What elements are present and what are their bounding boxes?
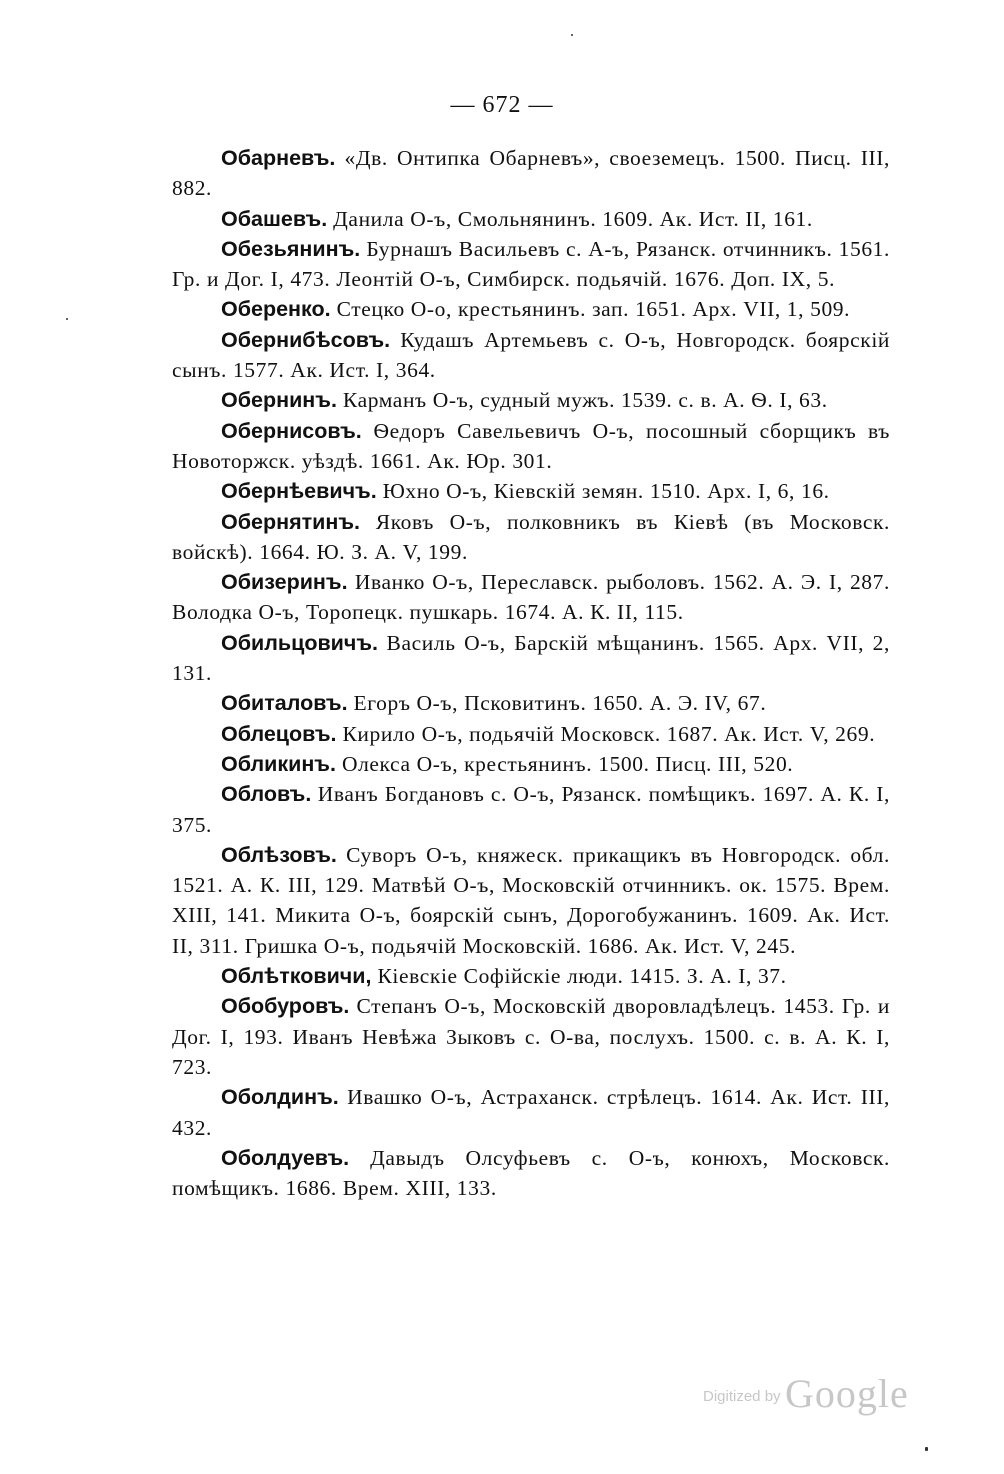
entry-surname: Обликинъ. — [221, 751, 336, 776]
entry-surname: Обизеринъ. — [221, 570, 348, 595]
entry-surname: Обернибѣсовъ. — [221, 327, 391, 352]
dictionary-entry — [172, 507, 890, 568]
entry-text: Карманъ О-ъ, судный мужъ. 1539. с. в. А. Ѳ. I, 63. — [342, 388, 828, 413]
entry-text: Ивашко О-ъ, Астраханск. стрѣлецъ. 1614. Ак. Ист. III, 432. — [172, 1085, 890, 1140]
entry-text: Давыдъ Олсуфьевъ с. О-ъ, конюхъ, Московск. помѣщикъ. 1686. Врем. XIII, 133. — [172, 1145, 890, 1201]
dictionary-entry — [172, 628, 890, 689]
entry-surname: Оберенко. — [221, 297, 331, 322]
dictionary-entry — [172, 385, 890, 415]
entry-text: Кирило О-ъ, подьячій Московск. 1687. Ак. Ист. V, 269. — [342, 721, 876, 746]
dictionary-entry — [172, 294, 890, 324]
entry-surname: Обашевъ. — [221, 206, 328, 231]
entry-surname: Обернинъ. — [221, 388, 337, 413]
entry-surname: Обернѣевичъ. — [221, 479, 377, 504]
entry-surname: Облѣтковичи, — [221, 964, 372, 989]
entry-surname: Оболдуевъ. — [221, 1145, 350, 1170]
dictionary-entry — [172, 416, 890, 477]
watermark-prefix: Digitized by — [703, 1388, 781, 1405]
dictionary-entry — [172, 991, 890, 1082]
entry-text: Стецко О-о, крестьянинъ. зап. 1651. Арх. VII, 1, 509. — [336, 297, 851, 322]
entry-text: Ѳедоръ Савельевичъ О-ъ, посошный сборщикъ въ Новоторжск. уѣздѣ. 1661. Ак. Юр. 301. — [172, 418, 890, 473]
dictionary-entry — [172, 204, 890, 234]
entry-text: Кудашъ Артемьевъ с. О-ъ, Новгородск. боярскій сынъ. 1577. Ак. Ист. I, 364. — [172, 327, 890, 383]
entry-text: Суворъ О-ъ, княжеск. прикащикъ въ Новгородск. обл. 1521. А. К. III, 129. Матвѣй О-ъ, Московскій отчинникъ. ок. 1575. Врем. XIII, 141. Микита О-ъ, боярскій сынъ, Дорогобужанинъ. 1609. Ак. Ист. II, 311. Гришка О-ъ, подьячій Московскій. 1686. Ак. Ист. V, 245. — [172, 842, 890, 958]
entry-surname: Обловъ. — [221, 782, 312, 807]
entry-text: Егоръ О-ъ, Псковитинъ. 1650. А. Э. IV, 67. — [353, 691, 767, 716]
entry-text: Василь О-ъ, Барскій мѣщанинъ. 1565. Арх. VII, 2, 131. — [172, 630, 890, 686]
stray-mark — [66, 318, 68, 320]
entry-text: «Дв. Онтипка Обарневъ», своеземецъ. 1500. Писц. III, 882. — [172, 146, 890, 201]
entry-text: Иванко О-ъ, Переславск. рыболовъ. 1562. А. Э. I, 287. Володка О-ъ, Торопецк. пушкарь. 1674. А. К. II, 115. — [172, 570, 890, 625]
page-number: — 672 — — [450, 92, 554, 118]
dictionary-entry — [172, 779, 890, 840]
dictionary-entry — [172, 688, 890, 718]
dictionary-entry — [172, 234, 890, 295]
entry-text: Кіевскіе Софійскіе люди. 1415. З. А. I, 37. — [377, 964, 787, 989]
dictionary-entry — [172, 1082, 890, 1143]
entry-surname: Обиталовъ. — [221, 691, 348, 716]
google-logo: Google — [785, 1371, 909, 1416]
dictionary-entries — [172, 143, 890, 1203]
entry-surname: Обильцовичъ. — [221, 630, 379, 655]
entry-text: Степанъ О-ъ, Московскій дворовладѣлецъ. 1453. Гр. и Дог. I, 193. Иванъ Невѣжа Зыковъ с. О-ва, послухъ. 1500. с. в. А. К. I, 723. — [172, 994, 890, 1079]
stray-mark — [925, 1447, 928, 1451]
dictionary-entry — [172, 961, 890, 991]
dictionary-entry — [172, 719, 890, 749]
entry-text: Иванъ Богдановъ с. О-ъ, Рязанск. помѣщикъ. 1697. А. К. I, 375. — [172, 782, 890, 837]
entry-surname: Обобуровъ. — [221, 994, 350, 1019]
dictionary-entry — [172, 567, 890, 628]
entry-surname: Облѣзовъ. — [221, 842, 337, 867]
dictionary-entry — [172, 143, 890, 204]
entry-surname: Обезьянинъ. — [221, 236, 361, 261]
entry-text: Олекса О-ъ, крестьянинъ. 1500. Писц. III, 520. — [341, 751, 794, 776]
entry-text: Юхно О-ъ, Кіевскій земян. 1510. Арх. I, 6, 16. — [382, 479, 830, 504]
entry-text: Данила О-ъ, Смольнянинъ. 1609. Ак. Ист. II, 161. — [333, 206, 813, 231]
dictionary-entry — [172, 476, 890, 506]
dictionary-entry — [172, 840, 890, 961]
dictionary-entry — [172, 1143, 890, 1204]
entry-surname: Обернятинъ. — [221, 509, 361, 534]
entry-surname: Обарневъ. — [221, 146, 336, 170]
entry-surname: Обернисовъ. — [221, 418, 362, 443]
entry-surname: Облецовъ. — [221, 721, 337, 746]
entry-text: Бурнашъ Васильевъ с. А-ъ, Рязанск. отчинникъ. 1561. Гр. и Дог. I, 473. Леонтій О-ъ, Симбирск. подьячій. 1676. Доп. IX, 5. — [172, 236, 890, 292]
entry-text: Яковъ О-ъ, полковникъ въ Кіевѣ (въ Московск. войскѣ). 1664. Ю. З. А. V, 199. — [172, 509, 890, 564]
digitized-by-google-watermark — [703, 1370, 909, 1417]
dictionary-entry — [172, 749, 890, 779]
entry-surname: Оболдинъ. — [221, 1085, 339, 1110]
dictionary-entry — [172, 325, 890, 386]
stray-mark — [571, 34, 573, 36]
